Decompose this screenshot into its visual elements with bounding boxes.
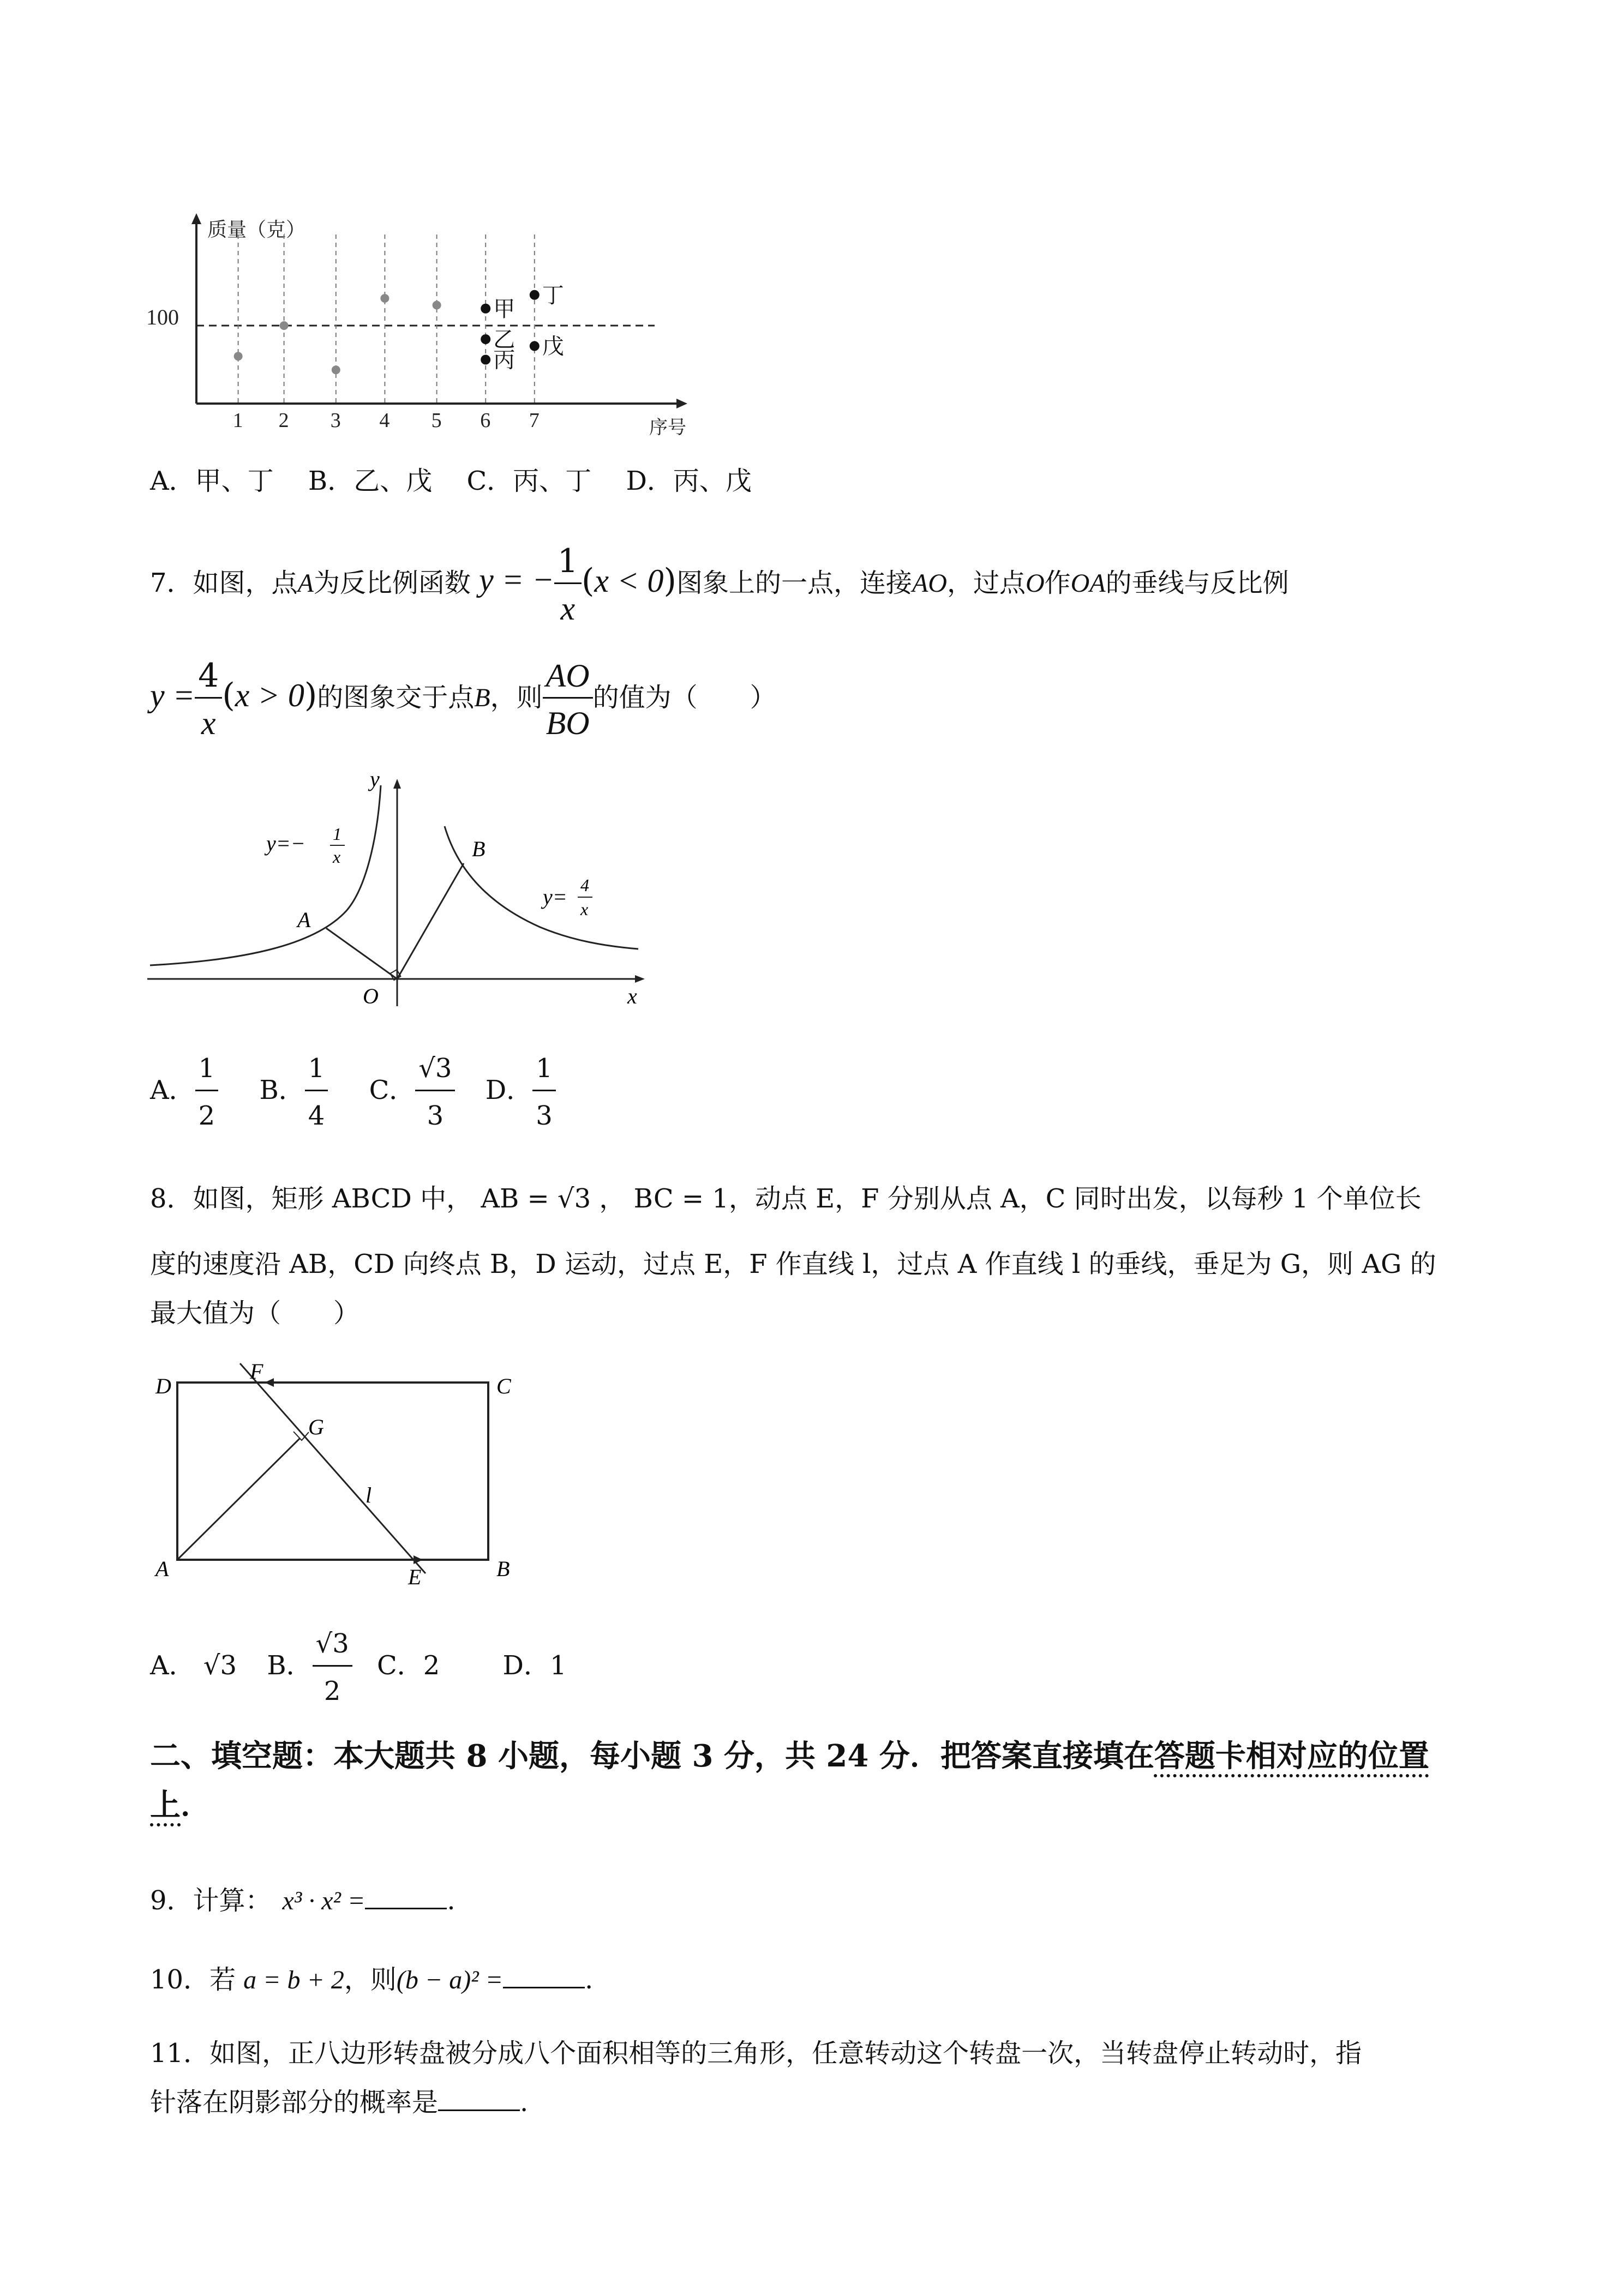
section2-heading-line2 xyxy=(150,1786,211,1824)
q6-ytick-100: 100 xyxy=(146,305,179,329)
q8-label-b: B xyxy=(496,1556,510,1581)
q6-point-label: 乙 xyxy=(493,327,516,352)
q7-frac2-num: 4 xyxy=(195,654,222,699)
q7-frac1-num: 1 xyxy=(554,540,582,584)
q11-line1: 11．如图，正八边形转盘被分成八个面积相等的三角形，任意转动这个转盘一次，当转盘停止转动时，指 xyxy=(150,2038,1362,2069)
q8-option-c: C．2 xyxy=(377,1650,440,1681)
q8-label-f: F xyxy=(250,1359,263,1384)
q7-point-a: A xyxy=(297,907,311,932)
q6-xtick-label: 2 xyxy=(278,409,289,432)
q6-xtick-label: 5 xyxy=(431,409,442,432)
q7-options xyxy=(150,1047,556,1137)
q7-line1: 7．如图，点A为反比例函数 y = − $\frac{1}{x}$ (x < 0)图象上的一点，连接AO，过点O作OA的垂线与反比例 xyxy=(150,540,1289,630)
q6-data-point xyxy=(234,352,243,360)
q7-opt-c-num: √3 xyxy=(415,1047,455,1091)
q11-text: 针落在阴影部分的概率是 xyxy=(150,2087,439,2118)
q7-opt-a-frac xyxy=(195,1047,219,1137)
q7-option-a: A． xyxy=(150,1075,195,1105)
q7-hyperbola-figure xyxy=(142,764,666,1014)
q7-text: 图象上的一点，连接 xyxy=(676,568,912,598)
q7-frac2-den: x xyxy=(201,705,216,741)
q7-curve-neg xyxy=(150,785,381,965)
q6-data-point xyxy=(481,304,490,314)
q6-xtick-label: 6 xyxy=(480,409,491,432)
q7-text: 的值为（ ） xyxy=(592,682,776,713)
q9-label: 9．计算： xyxy=(150,1885,272,1916)
q8-opt-b-den: 2 xyxy=(323,1676,341,1706)
q11-end: . xyxy=(520,2087,529,2118)
q8-options xyxy=(150,1622,567,1712)
q8-rectangle-figure xyxy=(147,1358,540,1587)
q7-frac-ao-bo xyxy=(543,654,593,744)
q10-condition: a = b + 2 xyxy=(243,1966,344,1994)
q7-opt-a-den: 2 xyxy=(198,1101,215,1131)
q6-xtick-label: 3 xyxy=(330,409,341,432)
q9-end: . xyxy=(447,1885,456,1916)
q7-label-neg-den: x xyxy=(333,847,341,867)
q7-AO: AO xyxy=(912,569,947,598)
q8-label-c: C xyxy=(496,1374,511,1398)
q6-data-point xyxy=(433,301,441,310)
q8-line2: 度的速度沿 AB，CD 向终点 B，D 运动，过点 E，F 作直线 l，过点 A 作直线 l 的垂线，垂足为 G，则 AG 的 xyxy=(150,1249,1436,1279)
section2-heading xyxy=(150,1737,1429,1775)
q10-end: . xyxy=(585,1964,594,1995)
q7-text: 如图，点 xyxy=(193,568,298,598)
q8-label-g: G xyxy=(308,1415,324,1439)
q9-answer-blank[interactable] xyxy=(365,1885,447,1909)
q8-opt-b-num: √3 xyxy=(313,1622,352,1667)
q7-option-b: B． xyxy=(259,1075,305,1105)
q6-data-point xyxy=(380,294,389,303)
q10-label: 10．若 xyxy=(150,1964,236,1995)
q7-label-neg: y=− xyxy=(266,831,305,856)
q7-O: O xyxy=(1025,569,1045,598)
q6-data-point xyxy=(530,290,540,300)
q7-line2: y = $\frac{4}{x}$ (x > 0)的图象交于点B，则 $\frac{AO}{BO}$ 的值为（ ） xyxy=(150,654,776,744)
q6-ylabel: 质量（克） xyxy=(207,219,306,241)
q8-line1: 8．如图，矩形 ABCD 中， AB = √3 ， BC = 1，动点 E，F 分别从点 A，C 同时出发，以每秒 1 个单位长 xyxy=(150,1183,1422,1214)
q7-opt-b-den: 4 xyxy=(308,1101,325,1131)
q6-data-point xyxy=(481,334,490,344)
q7-option-c: C． xyxy=(369,1075,416,1105)
q7-label-pos: y= xyxy=(543,885,567,909)
q7-opt-d-den: 3 xyxy=(536,1101,553,1131)
q7-cond2: x > 0 xyxy=(235,677,304,713)
q7-number: 7． xyxy=(150,568,193,598)
q11-answer-blank[interactable] xyxy=(438,2087,520,2111)
q6-point-label: 甲 xyxy=(493,296,516,321)
q8-opt-b-frac xyxy=(313,1622,352,1712)
q7-frac-bo: BO xyxy=(546,705,590,741)
section2-end: ． xyxy=(181,1787,211,1823)
q7-opt-d-frac xyxy=(532,1047,556,1137)
q7-label-pos-den: x xyxy=(580,899,589,919)
q7-OA: OA xyxy=(1070,569,1106,598)
q10 xyxy=(150,1963,593,1997)
q6-data-point xyxy=(280,321,289,330)
q6-xtick-label: 1 xyxy=(232,409,243,432)
q7-frac1 xyxy=(554,540,582,630)
q9-expression: x³ · x² = xyxy=(282,1886,365,1915)
q6-axes xyxy=(191,213,687,408)
q7-label-neg-num: 1 xyxy=(333,824,341,844)
q8-option-a: A． √3 xyxy=(150,1650,237,1681)
section2-emphasis: 答题卡相对应的位置 xyxy=(1154,1738,1429,1774)
section2-emphasis-2: 上 xyxy=(150,1787,181,1823)
q7-text: ，则 xyxy=(490,682,543,713)
q6-point-label: 丙 xyxy=(493,347,516,372)
q7-A: A xyxy=(297,569,314,598)
q8-line3: 最大值为（ ） xyxy=(150,1298,360,1329)
q6-data-point xyxy=(332,365,340,374)
q8-label-l: l xyxy=(365,1483,372,1507)
q6-point-label: 丁 xyxy=(542,283,564,308)
q7-label-pos-num: 4 xyxy=(580,875,589,895)
q6-xtick-label: 4 xyxy=(379,409,390,432)
q11-line2 xyxy=(150,2086,528,2119)
q7-point-b: B xyxy=(472,837,486,861)
q7-frac-ao: AO xyxy=(543,654,593,699)
q7-frac1-den: x xyxy=(560,591,576,627)
q7-opt-a-num: 1 xyxy=(195,1047,219,1091)
q6-data-point xyxy=(530,341,540,351)
q7-B: B xyxy=(474,683,490,712)
q8-segment-ag xyxy=(177,1438,300,1560)
q7-cond1: x < 0 xyxy=(594,563,664,599)
q6-point-label: 戊 xyxy=(542,334,564,359)
q7-text: 为反比例函数 xyxy=(313,568,471,598)
q10-text: ，则 xyxy=(344,1964,397,1995)
q7-x-axis-label: x xyxy=(627,984,637,1008)
q7-opt-d-num: 1 xyxy=(532,1047,556,1091)
q6-scatter-chart xyxy=(142,210,720,450)
q7-text: ，过点 xyxy=(946,568,1026,598)
q8-label-d: D xyxy=(155,1374,171,1398)
q7-text: 作 xyxy=(1044,568,1071,598)
q7-text: 的图象交于点 xyxy=(317,682,475,713)
q6-xlabel: 序号 xyxy=(649,418,686,438)
q7-origin-label: O xyxy=(363,984,379,1008)
q7-opt-b-num: 1 xyxy=(305,1047,328,1091)
q8-label-a: A xyxy=(155,1556,169,1581)
q8-option-b: B． xyxy=(267,1650,313,1681)
q6-xtick-label: 7 xyxy=(529,409,540,432)
q10-expression: (b − a)² = xyxy=(396,1966,504,1994)
q7-frac2 xyxy=(195,654,222,744)
q7-opt-c-frac xyxy=(415,1047,455,1137)
section2-text: 二、填空题：本大题共 8 小题，每小题 3 分，共 24 分．把答案直接填在 xyxy=(150,1738,1154,1774)
q7-opt-c-den: 3 xyxy=(427,1101,444,1131)
q7-text: 的垂线与反比例 xyxy=(1105,568,1289,598)
q8-option-d: D．1 xyxy=(502,1650,567,1681)
q6-options: A．甲、丁 B．乙、戊 C．丙、丁 D．丙、戊 xyxy=(150,466,752,496)
q8-line-l xyxy=(240,1363,426,1573)
q7-y-axis-label: y xyxy=(370,767,380,791)
q10-answer-blank[interactable] xyxy=(503,1964,585,1988)
q6-data-point xyxy=(481,355,490,365)
q8-label-e: E xyxy=(408,1565,422,1587)
q7-opt-b-frac xyxy=(305,1047,328,1137)
q7-option-d: D． xyxy=(485,1075,533,1105)
q9 xyxy=(150,1884,456,1918)
